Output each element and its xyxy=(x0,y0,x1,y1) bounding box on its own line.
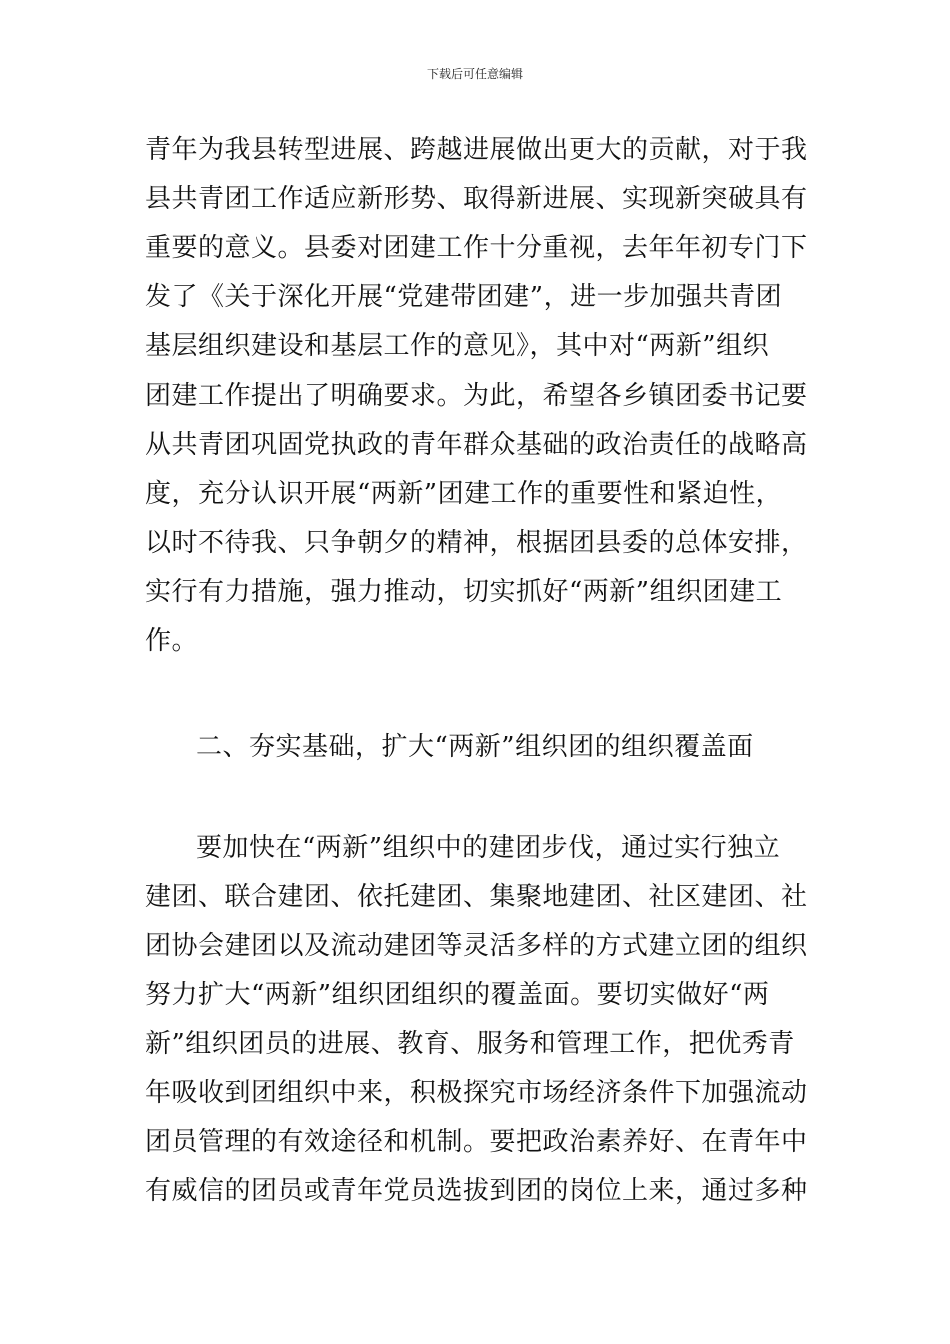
paragraph-line: 团协会建团以及流动建团等灵活多样的方式建立团的组织 xyxy=(145,931,808,961)
paragraph-line: 年吸收到团组织中来，积极探究市场经济条件下加强流动 xyxy=(145,1078,808,1108)
paragraph-line: 县共青团工作适应新形势、取得新进展、实现新突破具有 xyxy=(145,184,808,214)
paragraph-line: 要加快在“两新”组织中的建团步伐，通过实行独立 xyxy=(196,833,781,863)
paragraph-line: 青年为我县转型进展、跨越进展做出更大的贡献，对于我 xyxy=(145,135,808,165)
page-header: 下载后可任意编辑 xyxy=(426,67,523,81)
section-heading: 二、夯实基础，扩大“两新”组织团的组织覆盖面 xyxy=(196,732,754,762)
paragraph-line: 实行有力措施，强力推动，切实抓好“两新”组织团建工 xyxy=(145,577,783,607)
paragraph-line: 有威信的团员或青年党员选拔到团的岗位上来，通过多种 xyxy=(145,1176,808,1206)
paragraph-line: 从共青团巩固党执政的青年群众基础的政治责任的战略高 xyxy=(145,430,808,460)
paragraph-line: 新”组织团员的进展、教育、服务和管理工作，把优秀青 xyxy=(145,1029,795,1059)
paragraph-line: 度，充分认识开展“两新”团建工作的重要性和紧迫性， xyxy=(145,479,783,509)
paragraph-line: 努力扩大“两新”组织团组织的覆盖面。要切实做好“两 xyxy=(145,980,770,1010)
paragraph-line: 以时不待我、只争朝夕的精神，根据团县委的总体安排， xyxy=(145,528,808,558)
paragraph-line: 重要的意义。县委对团建工作十分重视，去年年初专门下 xyxy=(145,233,808,263)
paragraph-line: 团员管理的有效途径和机制。要把政治素养好、在青年中 xyxy=(145,1127,808,1157)
paragraph-line: 团建工作提出了明确要求。为此，希望各乡镇团委书记要 xyxy=(145,381,808,411)
paragraph-line: 建团、联合建团、依托建团、集聚地建团、社区建团、社 xyxy=(145,882,808,912)
paragraph-line: 作。 xyxy=(145,626,199,656)
paragraph-line: 发了《关于深化开展“党建带团建”，进一步加强共青团 xyxy=(145,282,783,312)
paragraph-line: 基层组织建设和基层工作的意见》，其中对“两新”组织 xyxy=(145,331,770,361)
